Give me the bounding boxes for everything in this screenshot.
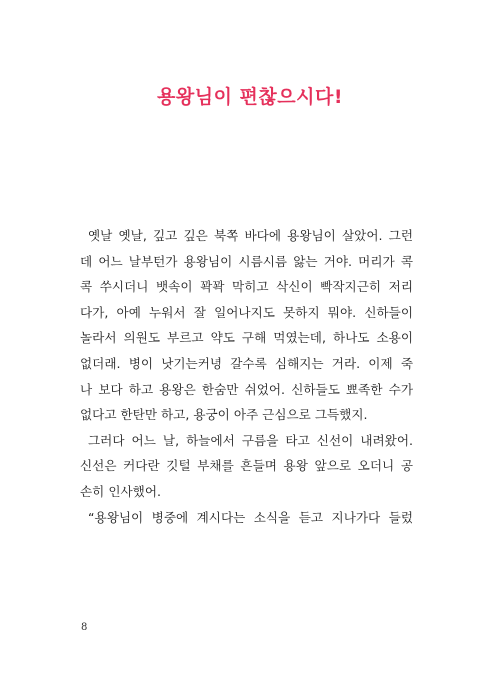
text-line: 옛날 옛날, 깊고 깊은 북쪽 바다에 용왕님이 살았어. 그런 — [88, 228, 413, 243]
text-line: 다가, 아예 누워서 잘 일어나지도 못하지 뭐야. 신하들이 — [80, 304, 413, 320]
text-line: 없더래. 병이 낫기는커녕 갈수록 심해지는 거라. 이제 죽 — [80, 355, 413, 371]
text-line: 나 보다 하고 용왕은 한숨만 쉬었어. 신하들도 뾰족한 수가 — [80, 381, 413, 397]
text-line: 없다고 한탄만 하고, 용궁이 아주 근심으로 그득했지. — [80, 407, 368, 423]
chapter-title: 용왕님이 편찮으시다! — [157, 86, 343, 108]
text-line: 그러다 어느 날, 하늘에서 구름을 타고 신선이 내려왔어. — [88, 432, 413, 448]
page-number: 8 — [81, 622, 88, 633]
text-line: 손히 인사했어. — [80, 483, 161, 499]
text-line: “용왕님이 병중에 계시다는 소식을 듣고 지나가다 들렀 — [88, 509, 413, 525]
text-line: 콕 쑤시더니 뱃속이 꽉꽉 막히고 삭신이 빡작지근히 저리 — [80, 279, 413, 295]
text-line: 놀라서 의원도 부르고 약도 구해 먹였는데, 하나도 소용이 — [80, 330, 413, 346]
text-line: 데 어느 날부턴가 용왕님이 시름시름 앓는 거야. 머리가 콕 — [80, 253, 413, 269]
body-text — [80, 223, 413, 530]
text-line: 신선은 커다란 깃털 부채를 흔들며 용왕 앞으로 오더니 공 — [80, 458, 413, 474]
